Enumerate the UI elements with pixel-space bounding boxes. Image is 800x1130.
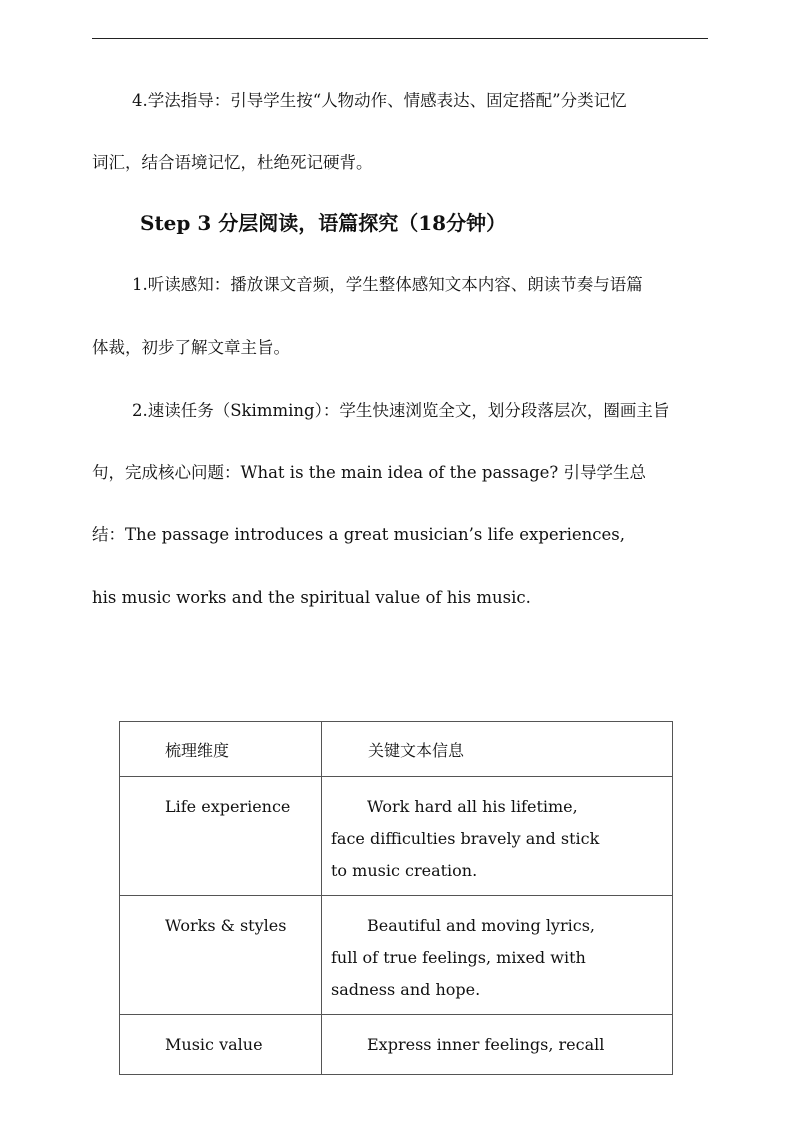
row-info — [331, 1015, 672, 1061]
row-dimension: Works & styles — [165, 916, 287, 935]
table-row — [120, 896, 673, 1015]
info-line: face difficulties bravely and stick — [331, 829, 600, 848]
row-dimension: Life experience — [165, 797, 291, 816]
info-line: Beautiful and moving lyrics, — [367, 916, 595, 935]
header-key-info: 关键文本信息 — [322, 722, 673, 777]
paragraph-line: 结：The passage introduces a great musician’s life experiences, — [92, 525, 625, 544]
info-line: Express inner feelings, recall — [367, 1035, 605, 1054]
table-header-row — [120, 722, 673, 777]
table-row — [120, 1015, 673, 1075]
info-line: sadness and hope. — [331, 980, 481, 999]
summary-table — [119, 721, 673, 1075]
paragraph-line: 句，完成核心问题：What is the main idea of the passage? 引导学生总 — [92, 463, 647, 482]
row-info — [331, 896, 672, 1006]
paragraph-line: 1.听读感知：播放课文音频，学生整体感知文本内容、朗读节奏与语篇 — [132, 275, 643, 294]
row-info — [331, 777, 672, 887]
table-row — [120, 777, 673, 896]
paragraph-line: his music works and the spiritual value of his music. — [92, 588, 531, 607]
info-line: Work hard all his lifetime, — [367, 797, 578, 816]
info-line: full of true feelings, mixed with — [331, 948, 586, 967]
paragraph-line: 2.速读任务（Skimming）：学生快速浏览全文，划分段落层次，圈画主旨 — [132, 401, 670, 420]
info-line: to music creation. — [331, 861, 478, 880]
paragraph-line: 4.学法指导：引导学生按“人物动作、情感表达、固定搭配”分类记忆 — [132, 91, 627, 110]
header-rule — [92, 38, 708, 39]
row-dimension: Music value — [165, 1035, 263, 1054]
section-heading: Step 3 分层阅读，语篇探究（18分钟） — [140, 211, 507, 235]
paragraph-line: 词汇，结合语境记忆，杜绝死记硬背。 — [92, 153, 373, 172]
paragraph-line: 体裁，初步了解文章主旨。 — [92, 338, 290, 357]
header-dimension: 梳理维度 — [120, 722, 322, 777]
